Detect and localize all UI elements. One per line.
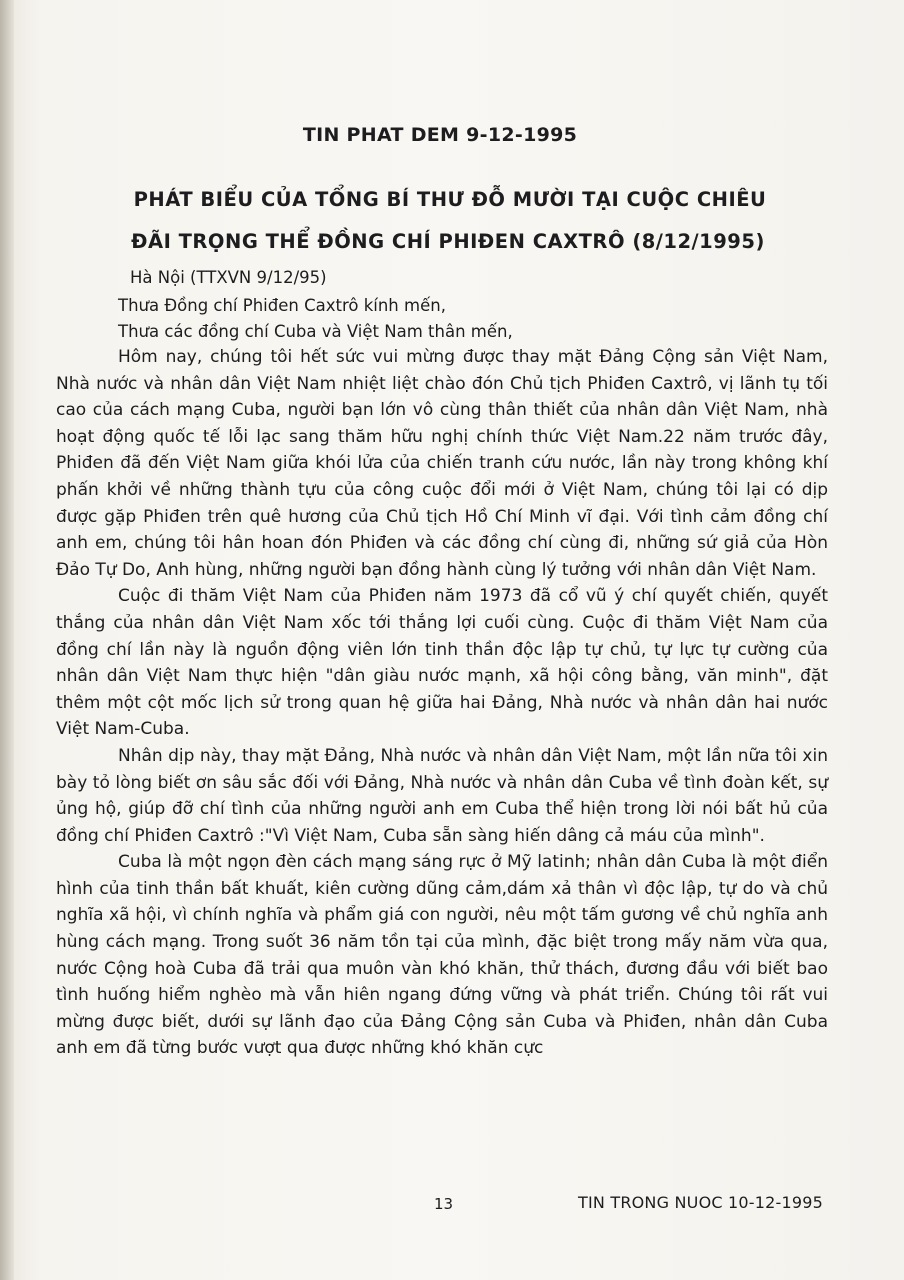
article-body [56,344,828,1062]
footer-source: TIN TRONG NUOC 10-12-1995 [578,1193,823,1212]
salutation-2: Thưa các đồng chí Cuba và Việt Nam thân mến, [118,322,513,341]
salutation-1: Thưa Đồng chí Phiđen Caxtrô kính mến, [118,296,446,315]
dateline: Hà Nội (TTXVN 9/12/95) [130,268,327,287]
headline-line-1: PHÁT BIỂU CỦA TỔNG BÍ THƯ ĐỖ MƯỜI TẠI CUỘC CHIÊU [133,188,767,211]
paragraph: Hôm nay, chúng tôi hết sức vui mừng được thay mặt Đảng Cộng sản Việt Nam, Nhà nước và nhân dân Việt Nam nhiệt liệt chào đón Chủ tịch Phiđen Caxtrô, vị lãnh tụ tối cao của cách mạng Cuba, người bạn lớn vô cùng thân thiết của nhân dân Việt Nam, nhà hoạt động quốc tế lỗi lạc sang thăm hữu nghị chính thức Việt Nam.22 năm trước đây, Phiđen đã đến Việt Nam giữa khói lửa của chiến tranh cứu nước, lần này trong không khí phấn khởi về những thành tựu của công cuộc đổi mới ở Việt Nam, chúng tôi lại có dịp được gặp Phiđen trên quê hương của Chủ tịch Hồ Chí Minh vĩ đại. Với tình cảm đồng chí anh em, chúng tôi hân hoan đón Phiđen và các đồng chí cùng đi, những sứ giả của Hòn Đảo Tự Do, Anh hùng, những người bạn đồng hành cùng lý tưởng với nhân dân Việt Nam. [56,347,828,580]
paragraph: Cuộc đi thăm Việt Nam của Phiđen năm 1973 đã cổ vũ ý chí quyết chiến, quyết thắng của nhân dân Việt Nam xốc tới thắng lợi cuối cùng. Cuộc đi thăm Việt Nam của đồng chí lần này là nguồn động viên lớn tinh thần độc lập tự chủ, tự lực tự cường của nhân dân Việt Nam thực hiện "dân giàu nước mạnh, xã hội công bằng, văn minh", đặt thêm một cột mốc lịch sử trong quan hệ giữa hai Đảng, Nhà nước và nhân dân hai nước Việt Nam-Cuba. [56,586,828,740]
paragraph: Nhân dịp này, thay mặt Đảng, Nhà nước và nhân dân Việt Nam, một lần nữa tôi xin bày tỏ lòng biết ơn sâu sắc đối với Đảng, Nhà nước và nhân dân Cuba về tình đoàn kết, sự ủng hộ, giúp đỡ chí tình của những người anh em Cuba thể hiện trong lời nói bất hủ của đồng chí Phiđen Caxtrô :"Vì Việt Nam, Cuba sẵn sàng hiến dâng cả máu của mình". [56,745,828,846]
page-number: 13 [434,1195,454,1213]
headline-line-2: ĐÃI TRỌNG THỂ ĐỒNG CHÍ PHIĐEN CAXTRÔ (8/12/1995) [131,230,765,253]
bulletin-title: TIN PHAT DEM 9-12-1995 [302,124,578,146]
paragraph: Cuba là một ngọn đèn cách mạng sáng rực ở Mỹ latinh; nhân dân Cuba là một điển hình của tinh thần bất khuất, kiên cường dũng cảm,dám xả thân vì độc lập, tự do và chủ nghĩa xã hội, vì chính nghĩa và phẩm giá con người, nêu một tấm gương về chủ nghĩa anh hùng cách mạng. Trong suốt 36 năm tồn tại của mình, đặc biệt trong mấy năm vừa qua, nước Cộng hoà Cuba đã trải qua muôn vàn khó khăn, thử thách, đương đầu với biết bao tình huống hiểm nghèo mà vẫn hiên ngang đứng vững và phát triển. Chúng tôi rất vui mừng được biết, dưới sự lãnh đạo của Đảng Cộng sản Cuba và Phiđen, nhân dân Cuba anh em đã từng bước vượt qua được những khó khăn cực [56,852,828,1059]
